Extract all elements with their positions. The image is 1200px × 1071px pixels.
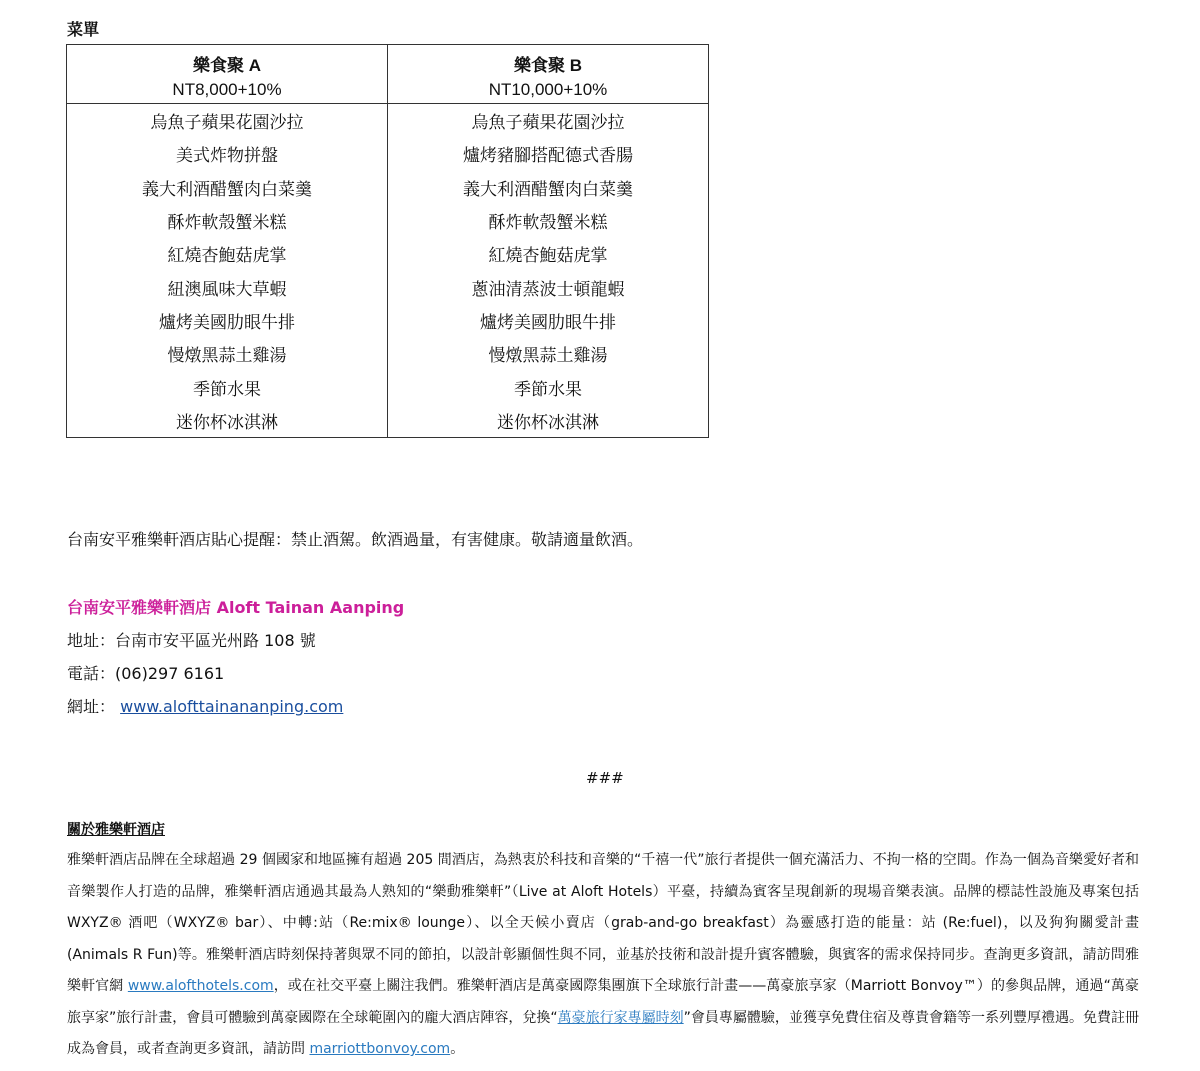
about-title: 關於雅樂軒酒店 [67, 822, 165, 838]
table-row [67, 404, 709, 438]
menu-b-dish: 迷你杯冰淇淋 [388, 404, 709, 438]
about-text-4: 。 [450, 1041, 465, 1057]
hotel-address: 地址：台南市安平區光州路 108 號 [67, 631, 316, 650]
menu-b-dish: 爐烤豬腳搭配德式香腸 [388, 137, 709, 170]
about-text-3: ”會員專屬體驗，並獲享免費住宿及尊貴會籍等一系列豐厚禮遇。免費註冊成為會員，或者查詢更多資訊，請訪問 [67, 1009, 1139, 1057]
menu-b-dish: 蔥油清蒸波士頓龍蝦 [388, 270, 709, 303]
table-row [67, 137, 709, 170]
menu-a-dish: 慢燉黑蒜土雞湯 [67, 337, 388, 370]
menu-a-dish: 季節水果 [67, 370, 388, 403]
drinking-reminder: 台南安平雅樂軒酒店貼心提醒：禁止酒駕。飲酒過量，有害健康。敬請適量飲酒。 [67, 530, 644, 549]
menu-a-dish: 義大利酒醋蟹肉白菜羹 [67, 171, 388, 204]
menu-b-dish: 義大利酒醋蟹肉白菜羹 [388, 171, 709, 204]
menu-header-prices [67, 76, 709, 104]
menu-a-name: 樂食聚 A [67, 45, 388, 77]
marriott-moments-link[interactable]: 萬豪旅行家專屬時刻 [557, 1009, 684, 1026]
menu-b-dish: 季節水果 [388, 370, 709, 403]
menu-header-names [67, 45, 709, 77]
hotel-phone: 電話：(06)297 6161 [67, 664, 225, 683]
separator: ### [586, 769, 624, 787]
about-paragraph [67, 845, 1139, 1066]
marriottbonvoy-link[interactable]: marriottbonvoy.com [309, 1041, 451, 1057]
table-row [67, 171, 709, 204]
about-text-1: 雅樂軒酒店品牌在全球超過 29 個國家和地區擁有超過 205 間酒店，為熱衷於科技和音樂的“千禧一代”旅行者提供一個充滿活力、不拘一格的空間。作為一個為音樂愛好者和音樂製作人打造的品牌，雅樂軒酒店通過其最為人熟知的“樂動雅樂軒”（Live at Aloft Hotels）平臺，持續為賓客呈現創新的現場音樂表演。品牌的標誌性設施及專案包括 WXYZ® 酒吧（WXYZ® bar）、中轉:站（Re:mix® lounge）、以全天候小賣店（grab-and-go breakfast）為靈感打造的能量：站 (Re:fuel)，以及狗狗關愛計畫 (Animals R Fun)等。雅樂軒酒店時刻保持著與眾不同的節拍，以設計彰顯個性與不同，並基於技術和設計提升賓客體驗，與賓客的需求保持同步。查詢更多資訊，請訪問雅樂軒官網 [67, 852, 1139, 994]
menu-b-name: 樂食聚 B [388, 45, 709, 77]
alofthotels-link[interactable]: www.alofthotels.com [127, 978, 274, 994]
menu-a-dish: 紐澳風味大草蝦 [67, 270, 388, 303]
menu-table [66, 44, 709, 438]
menu-a-price: NT8,000+10% [67, 76, 388, 104]
menu-a-dish: 迷你杯冰淇淋 [67, 404, 388, 438]
website-link[interactable]: www.alofttainananping.com [120, 697, 344, 716]
table-row [67, 204, 709, 237]
menu-b-dish: 紅燒杏鮑菇虎掌 [388, 237, 709, 270]
menu-a-dish: 酥炸軟殼蟹米糕 [67, 204, 388, 237]
menu-b-dish: 烏魚子蘋果花園沙拉 [388, 104, 709, 138]
hotel-website [67, 694, 343, 717]
menu-a-dish: 爐烤美國肋眼牛排 [67, 304, 388, 337]
menu-b-price: NT10,000+10% [388, 76, 709, 104]
website-label: 網址： [67, 697, 116, 716]
menu-a-dish: 美式炸物拼盤 [67, 137, 388, 170]
table-row [67, 270, 709, 303]
hotel-name: 台南安平雅樂軒酒店 Aloft Tainan Aanping [67, 598, 405, 617]
table-row [67, 337, 709, 370]
menu-b-dish: 酥炸軟殼蟹米糕 [388, 204, 709, 237]
menu-b-dish: 爐烤美國肋眼牛排 [388, 304, 709, 337]
menu-b-dish: 慢燉黑蒜土雞湯 [388, 337, 709, 370]
menu-a-dish: 烏魚子蘋果花園沙拉 [67, 104, 388, 138]
table-row [67, 370, 709, 403]
menu-section-title: 菜單 [67, 20, 100, 39]
table-row [67, 304, 709, 337]
table-row [67, 104, 709, 138]
about-text-2: ，或在社交平臺上關注我們。雅樂軒酒店是萬豪國際集團旗下全球旅行計畫——萬豪旅享家（Marriott Bonvoy™）的參與品牌，通過“萬豪旅享家”旅行計畫，會員可體驗到萬豪國際在全球範圍內的龐大酒店陣容，兌換“ [67, 978, 1139, 1026]
table-row [67, 237, 709, 270]
menu-a-dish: 紅燒杏鮑菇虎掌 [67, 237, 388, 270]
